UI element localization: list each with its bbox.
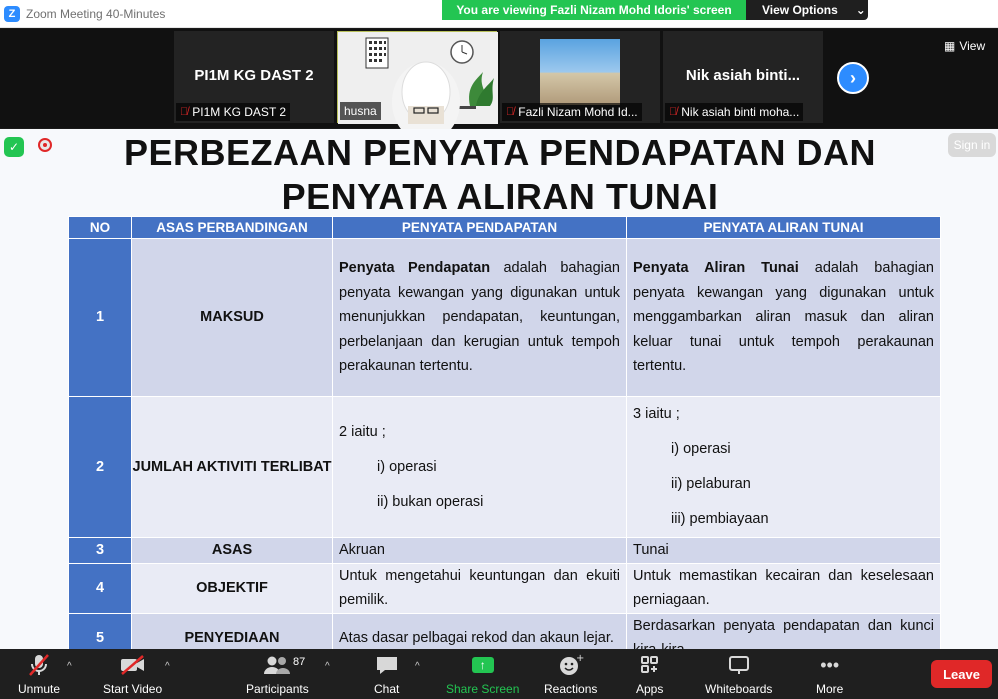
- participant-display-name: Nik asiah binti...: [685, 67, 801, 84]
- participant-label-text: PI1M KG DAST 2: [192, 105, 287, 119]
- view-options-button[interactable]: [746, 0, 868, 20]
- apps-icon: [639, 652, 661, 678]
- apps-label: Apps: [636, 682, 664, 696]
- zoom-logo-icon: Z: [4, 6, 20, 22]
- row-number: 1: [69, 239, 132, 397]
- share-screen-icon: ↑: [472, 652, 494, 678]
- row-number: 2: [69, 397, 132, 538]
- viewing-screen-banner: You are viewing Fazli Nizam Mohd Idoris' screen: [442, 0, 746, 20]
- activity-intro: 2 iaitu ;: [339, 423, 386, 440]
- cell-aliran: [627, 239, 941, 397]
- shield-check-icon[interactable]: ✓: [4, 137, 24, 157]
- table-row: [69, 239, 941, 397]
- chevron-down-icon: ⌄: [855, 3, 866, 17]
- participant-video: [540, 39, 620, 105]
- participant-tile-fazli[interactable]: [500, 31, 660, 123]
- term-bold: Penyata Aliran Tunai: [633, 260, 799, 277]
- reactions-button[interactable]: [544, 652, 597, 696]
- chat-options-chevron-icon[interactable]: ^: [415, 661, 420, 672]
- cell-pendapatan: Atas dasar pelbagai rekod dan akaun lejar.: [333, 613, 627, 663]
- chat-bubble-icon: [375, 652, 399, 678]
- next-page-button[interactable]: [837, 62, 869, 94]
- activity-item: i) operasi: [377, 458, 437, 475]
- smiley-icon: [558, 652, 584, 678]
- start-video-button[interactable]: [103, 652, 162, 696]
- row-asas: JUMLAH AKTIVITI TERLIBAT: [132, 397, 333, 538]
- row-asas: PENYEDIAAN: [132, 613, 333, 663]
- chevron-right-icon: ›: [850, 67, 856, 88]
- svg-text:+: +: [575, 653, 585, 664]
- row-number: 5: [69, 613, 132, 663]
- term-bold: Penyata Pendapatan: [339, 260, 491, 277]
- chat-label: Chat: [374, 682, 400, 696]
- participant-name-label: [665, 103, 803, 121]
- cell-pendapatan: [333, 239, 627, 397]
- view-layout-label: View: [959, 39, 986, 53]
- meeting-toolbar: [0, 649, 998, 699]
- reactions-label: Reactions: [544, 682, 598, 696]
- cell-aliran: Tunai: [627, 538, 941, 564]
- participant-tile-husna[interactable]: [337, 31, 497, 123]
- header-asas: ASAS PERBANDINGAN: [132, 217, 333, 239]
- comparison-table: [68, 216, 941, 664]
- whiteboard-icon: [727, 652, 751, 678]
- mic-muted-icon: 🎙̸: [180, 106, 189, 118]
- definition-text: adalah bahagian penyata kewangan yang digunakan untuk menunjukkan pendapatan, keuntungan, perbelanjaan dan kerugian untuk tempoh perakaunan tertentu.: [339, 260, 620, 375]
- participants-options-chevron-icon[interactable]: ^: [325, 661, 330, 672]
- participants-count: 87: [293, 656, 306, 668]
- activity-item: ii) pelaburan: [671, 476, 751, 492]
- audio-options-chevron-icon[interactable]: ^: [67, 661, 72, 672]
- slide-title: PERBEZAAN PENYATA PENDAPATAN DAN PENYATA ALIRAN TUNAI: [123, 132, 877, 217]
- table-header-row: [69, 217, 941, 239]
- participants-icon: [262, 652, 292, 678]
- cell-pendapatan: [333, 397, 627, 538]
- unmute-label: Unmute: [18, 682, 61, 696]
- more-dots-icon: •••: [820, 654, 840, 675]
- window-title: Zoom Meeting 40-Minutes: [26, 6, 166, 21]
- participant-label-text: husna: [344, 104, 377, 118]
- row-asas: MAKSUD: [132, 239, 333, 397]
- view-layout-button[interactable]: [944, 39, 985, 53]
- definition-text: adalah bahagian penyata kewangan yang digunakan untuk menggambarkan aliran masuk dan aliran keluar tunai untuk tempoh perakaunan tertentu.: [633, 260, 934, 375]
- table-row: [69, 538, 941, 564]
- more-label: More: [816, 682, 844, 696]
- participant-label-text: Nik asiah binti moha...: [681, 105, 800, 119]
- header-pendapatan: PENYATA PENDAPATAN: [333, 217, 627, 239]
- mic-muted-icon: 🎙̸: [669, 106, 678, 118]
- view-options-label: View Options: [762, 3, 838, 17]
- leave-button[interactable]: Leave: [931, 660, 992, 688]
- participant-name-label: [176, 103, 290, 121]
- participant-label-text: Fazli Nizam Mohd Id...: [518, 105, 638, 119]
- whiteboards-button[interactable]: [705, 652, 772, 696]
- participant-name-label: [340, 102, 381, 120]
- unmute-button[interactable]: [18, 652, 60, 696]
- cell-pendapatan: Untuk mengetahui keuntungan dan ekuiti pemilik.: [333, 563, 627, 613]
- share-screen-button[interactable]: [446, 652, 519, 696]
- start-video-label: Start Video: [103, 682, 163, 696]
- video-strip: [0, 29, 998, 128]
- participant-name-label: [502, 103, 642, 121]
- table-row: [69, 397, 941, 538]
- activity-item: iii) pembiayaan: [671, 511, 769, 527]
- video-options-chevron-icon[interactable]: ^: [165, 661, 170, 672]
- header-aliran: PENYATA ALIRAN TUNAI: [627, 217, 941, 239]
- whiteboards-label: Whiteboards: [705, 682, 773, 696]
- cell-aliran: Berdasarkan penyata pendapatan dan kunci: [627, 613, 941, 663]
- row-asas: OBJEKTIF: [132, 563, 333, 613]
- share-screen-label: Share Screen: [446, 682, 520, 696]
- grid-icon: ▦: [944, 39, 956, 53]
- mic-muted-icon: [27, 652, 51, 678]
- more-button[interactable]: [816, 652, 843, 696]
- header-no: NO: [69, 217, 132, 239]
- chat-button[interactable]: [374, 652, 399, 696]
- cell-pendapatan: Akruan: [333, 538, 627, 564]
- row-asas: ASAS: [132, 538, 333, 564]
- participant-display-name: PI1M KG DAST 2: [194, 67, 314, 84]
- mic-muted-icon: 🎙̸: [506, 106, 515, 118]
- sign-in-button[interactable]: Sign in: [948, 133, 996, 157]
- row-number: 4: [69, 563, 132, 613]
- shared-screen: [0, 129, 998, 649]
- participant-tile-pi1m[interactable]: [174, 31, 334, 123]
- participant-tile-nik-asiah[interactable]: [663, 31, 823, 123]
- activity-item: ii) bukan operasi: [377, 493, 484, 510]
- cell-aliran: Untuk memastikan kecairan dan keselesaan perniagaan.: [627, 563, 941, 613]
- activity-intro: 3 iaitu ;: [633, 406, 680, 422]
- row-number: 3: [69, 538, 132, 564]
- cell-aliran: [627, 397, 941, 538]
- video-off-icon: [119, 652, 147, 678]
- activity-item: i) operasi: [671, 441, 731, 457]
- apps-button[interactable]: [636, 652, 663, 696]
- participants-label: Participants: [246, 682, 309, 696]
- table-row: [69, 563, 941, 613]
